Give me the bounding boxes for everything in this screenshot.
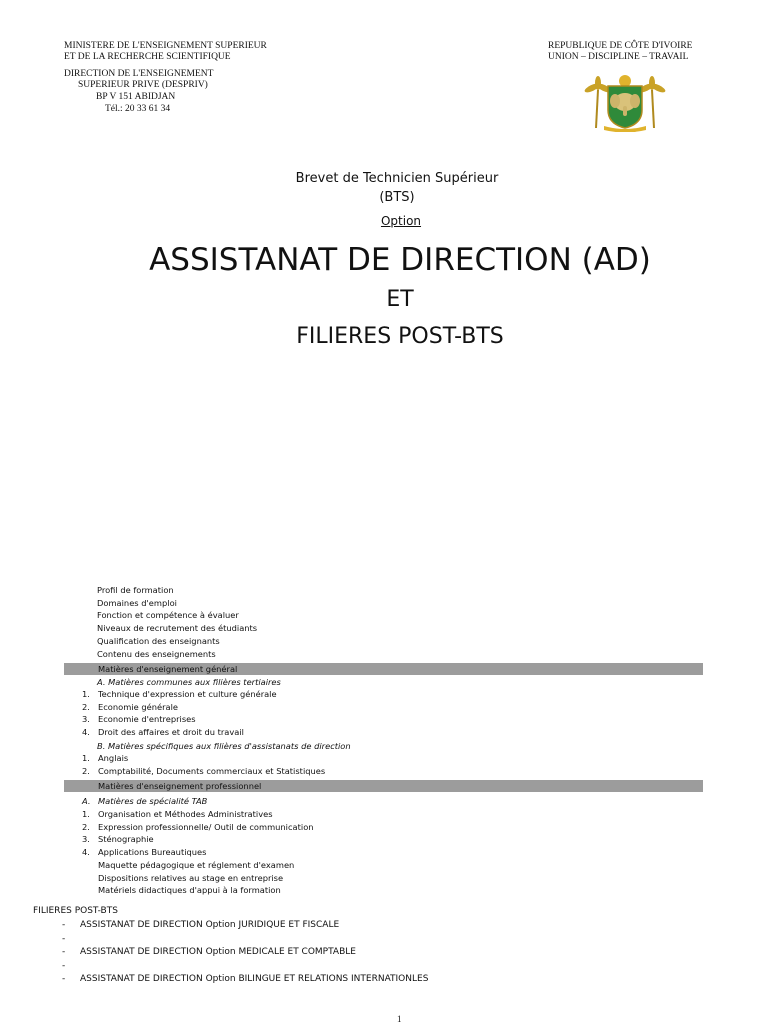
toc-item: Fonction et compétence à évaluer: [97, 610, 239, 621]
list-item: 4. Droit des affaires et droit du travail: [82, 727, 244, 738]
list-item: 3. Economie d'entreprises: [82, 714, 196, 725]
section-b-heading: B. Matières spécifiques aux filières d'assistanats de direction: [97, 741, 351, 751]
toc-item: Domaines d'emploi: [97, 597, 177, 608]
republic-line: REPUBLIQUE DE CÔTE D'IVOIRE: [548, 41, 693, 51]
motto-line: UNION – DISCIPLINE – TRAVAIL: [548, 52, 689, 62]
toc-item: Contenu des enseignements: [97, 648, 216, 659]
list-item: 4. Applications Bureautiques: [82, 847, 207, 858]
title-et: ET: [386, 287, 414, 312]
title-filieres: FILIERES POST-BTS: [296, 324, 504, 349]
list-item: 1. Technique d'expression et culture générale: [82, 689, 277, 699]
direction-line-1: DIRECTION DE L'ENSEIGNEMENT: [64, 69, 214, 79]
list-item: - ASSISTANAT DE DIRECTION Option BILINGUE ET RELATIONS INTERNATIONLES: [62, 974, 429, 984]
list-item: 2. Economie générale: [82, 701, 178, 712]
toc-intro: [97, 584, 257, 660]
filieres-list: [62, 919, 428, 987]
section-bar-label: Matières d'enseignement général: [98, 664, 238, 674]
section-a-heading: A. Matières communes aux filières tertiaires: [97, 677, 281, 687]
section-bar-general: [64, 663, 703, 675]
list-a: [82, 688, 277, 739]
toc-item: Profil de formation: [97, 585, 174, 595]
list-item: 1. Organisation et Méthodes Administratives: [82, 809, 273, 819]
ministry-line-1: MINISTERE DE L'ENSEIGNEMENT SUPERIEUR: [64, 41, 267, 51]
filieres-heading: FILIERES POST-BTS: [33, 906, 118, 916]
coat-of-arms-icon: [582, 72, 668, 132]
page-number: 1: [397, 1014, 402, 1024]
list-item: 3. Sténographie: [82, 834, 154, 845]
toc-item: Maquette pédagogique et réglement d'examen: [98, 860, 295, 870]
list-b: [82, 752, 325, 777]
toc-item: Niveaux de recrutement des étudiants: [97, 623, 258, 634]
list-c: [82, 808, 314, 859]
list-item: - ASSISTANAT DE DIRECTION Option MEDICALE ET COMPTABLE: [62, 947, 356, 957]
toc-item: Qualification des enseignants: [97, 635, 220, 646]
main-title: ASSISTANAT DE DIRECTION (AD): [149, 242, 651, 278]
phone-line: Tél.: 20 33 61 34: [105, 104, 171, 114]
list-item: 2. Expression professionnelle/ Outil de communication: [82, 821, 314, 832]
ministry-line-2: ET DE LA RECHERCHE SCIENTIFIQUE: [64, 52, 231, 62]
list-item: -: [62, 933, 66, 944]
section-bar-professionnel: [64, 780, 703, 792]
section-bar-label: Matières d'enseignement professionnel: [98, 781, 262, 791]
bts-abbrev: (BTS): [379, 190, 415, 205]
toc-item: Matériels didactiques d'appui à la formation: [98, 885, 281, 896]
list-item: - ASSISTANAT DE DIRECTION Option JURIDIQUE ET FISCALE: [62, 920, 340, 930]
bts-subtitle: Brevet de Technicien Supérieur: [295, 171, 499, 186]
toc-item: Dispositions relatives au stage en entreprise: [98, 872, 284, 883]
address-line: BP V 151 ABIDJAN: [96, 92, 176, 102]
direction-line-2: SUPERIEUR PRIVE (DESPRIV): [78, 80, 208, 90]
list-item: 1. Anglais: [82, 753, 129, 763]
list-item: 2. Comptabilité, Documents commerciaux et Statistiques: [82, 765, 326, 776]
list-item: -: [62, 960, 66, 971]
toc-tail: [98, 859, 294, 897]
option-label: Option: [380, 214, 422, 228]
section-a2-heading: A. Matières de spécialité TAB: [82, 796, 208, 806]
